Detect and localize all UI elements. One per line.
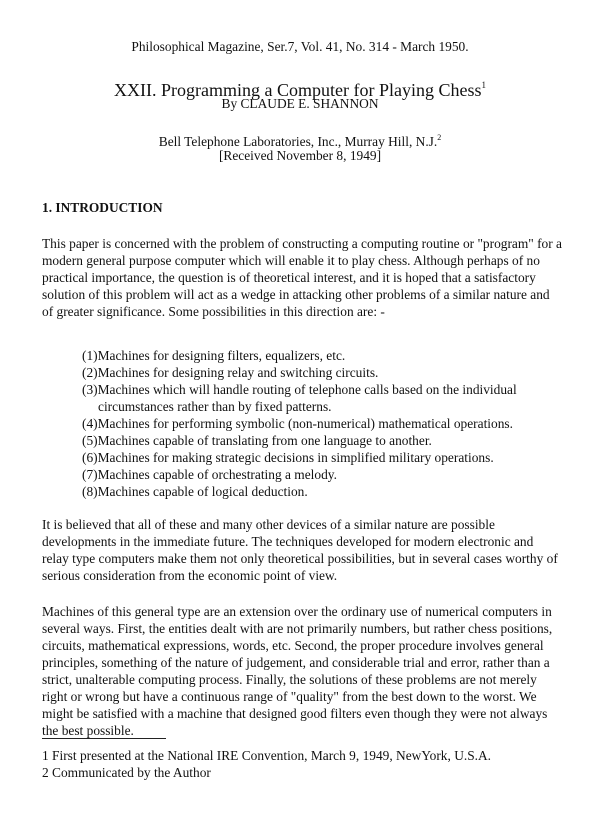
list-item: (2)Machines for designing relay and switching circuits. (82, 365, 379, 380)
list-item: (3)Machines which will handle routing of telephone calls based on the individual circumstances rather than by fixed patterns. (82, 382, 517, 414)
list-item: (4)Machines for performing symbolic (non-numerical) mathematical operations. (82, 416, 513, 431)
title-footnote-marker: 1 (481, 80, 486, 90)
possibilities-list (82, 347, 562, 500)
intro-paragraph-3: Machines of this general type are an extension over the ordinary use of numerical computers in several ways. First, the entities dealt with are not primarily numbers, but rather chess positions, circuits, mathematical expressions, words, etc. Second, the proper procedure involves general principles, something of the nature of judgement, and considerable trial and error, rather than a strict, unalterable computing process. Finally, the solutions of these problems are not merely right or wrong but have a continuous range of "quality" from the best down to the worst. We might be satisfied with a machine that designed good filters even though they were not always the best possible. (42, 604, 553, 738)
list-item: (7)Machines capable of orchestrating a melody. (82, 467, 337, 482)
intro-paragraph-1: This paper is concerned with the problem of constructing a computing routine or "program" for a modern general purpose computer which will enable it to play chess. Although perhaps of no practical importance, the question is of theoretical interest, and it is hoped that a satisfactory solution of this problem will act as a wedge in attacking other problems of a similar nature and of greater significance. Some possibilities in this direction are: - (42, 236, 562, 319)
journal-citation: Philosophical Magazine, Ser.7, Vol. 41, No. 314 - March 1950. (131, 39, 469, 54)
list-item: (8)Machines capable of logical deduction. (82, 484, 308, 499)
affiliation-text: Bell Telephone Laboratories, Inc., Murray Hill, N.J. (158, 134, 438, 149)
paper-title-text: XXII. Programming a Computer for Playing Chess (114, 80, 482, 100)
intro-paragraph-2: It is believed that all of these and many other devices of a similar nature are possible developments in the immediate future. The techniques developed for modern electronic and relay type computers make them not only theoretical possibilities, but in several cases worthy of serious consideration from the economic point of view. (42, 517, 558, 583)
footnote-2: 2 Communicated by the Author (42, 765, 211, 780)
list-item: (5)Machines capable of translating from one language to another. (82, 433, 432, 448)
affiliation-footnote-marker: 2 (437, 133, 442, 142)
section-heading: 1. INTRODUCTION (42, 200, 163, 215)
footnote-divider (42, 738, 166, 739)
footnote-1: 1 First presented at the National IRE Convention, March 9, 1949, NewYork, U.S.A. (42, 748, 492, 763)
received-date: [Received November 8, 1949] (218, 148, 382, 163)
list-item: (1)Machines for designing filters, equalizers, etc. (82, 348, 346, 363)
list-item: (6)Machines for making strategic decisions in simplified military operations. (82, 450, 494, 465)
author-line: By CLAUDE E. SHANNON (221, 96, 379, 111)
